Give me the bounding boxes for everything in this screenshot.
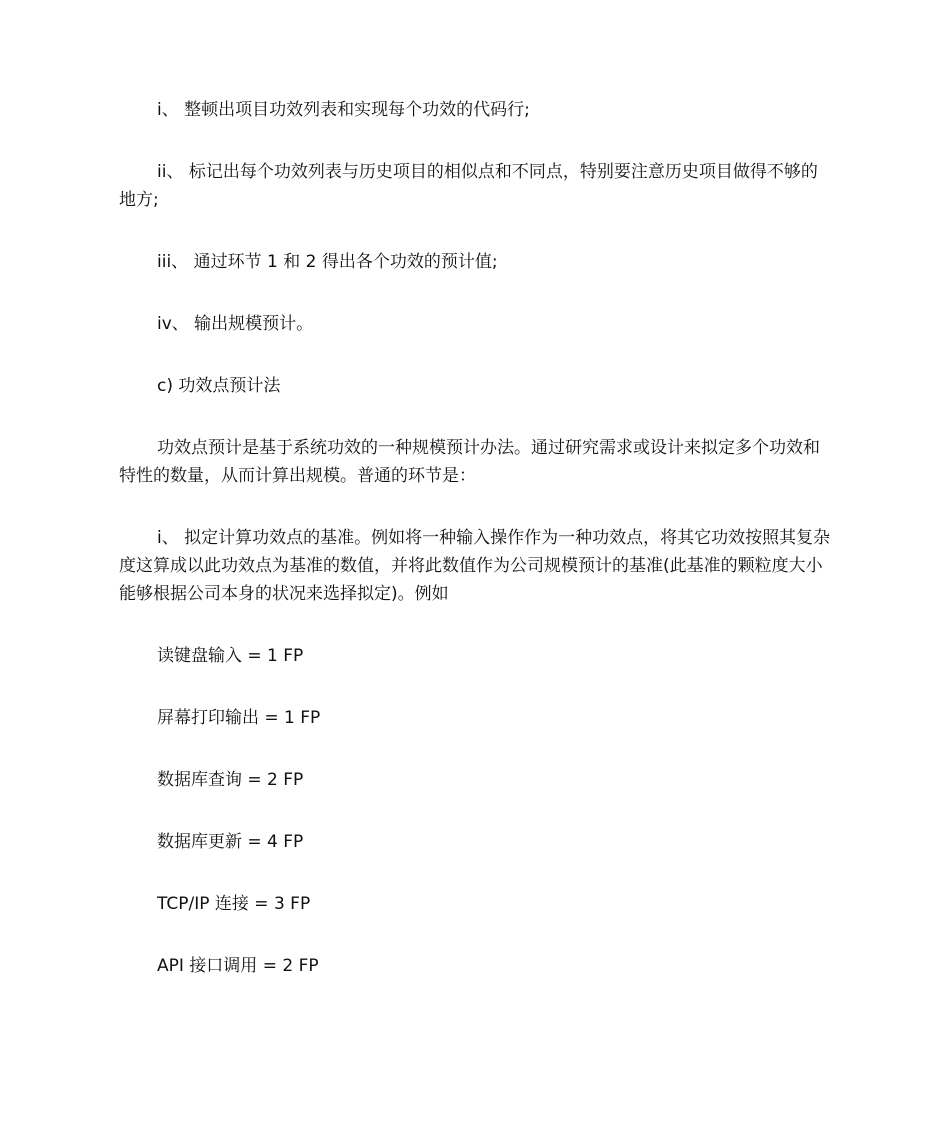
function-point-intro: 功效点预计是基于系统功效的一种规模预计办法。通过研究需求或设计来拟定多个功效和特性的数量，从而计算出规模。普通的环节是： xyxy=(119,438,820,486)
fp-example-db-query: 数据库查询 = 2 FP xyxy=(157,770,304,790)
fp-example-screen-print: 屏幕打印输出 = 1 FP xyxy=(157,708,321,728)
step-ii-compare-history: ii、 标记出每个功效列表与历史项目的相似点和不同点，特别要注意历史项目做得不够的地方; xyxy=(119,162,818,210)
fp-example-tcpip-connect: TCP/IP 连接 = 3 FP xyxy=(157,894,311,914)
step-iv-output-estimate: iv、 输出规模预计。 xyxy=(157,314,314,334)
step-iii-estimate-values: iii、 通过环节 1 和 2 得出各个功效的预计值; xyxy=(157,252,498,272)
fp-example-api-call: API 接口调用 = 2 FP xyxy=(157,956,319,976)
step-i-item-list: i、 整顿出项目功效列表和实现每个功效的代码行; xyxy=(157,100,530,120)
fp-example-keyboard-input: 读键盘输入 = 1 FP xyxy=(157,646,304,666)
fp-example-db-update: 数据库更新 = 4 FP xyxy=(157,832,304,852)
document-page xyxy=(119,96,831,980)
section-heading-function-point: c) 功效点预计法 xyxy=(157,376,281,396)
step-i-define-baseline: i、 拟定计算功效点的基准。例如将一种输入操作作为一种功效点，将其它功效按照其复杂度这算成以此功效点为基准的数值，并将此数值作为公司规模预计的基准(此基准的颗粒度大小能够根据公司本身的状况来选择拟定)。例如 xyxy=(119,528,831,604)
